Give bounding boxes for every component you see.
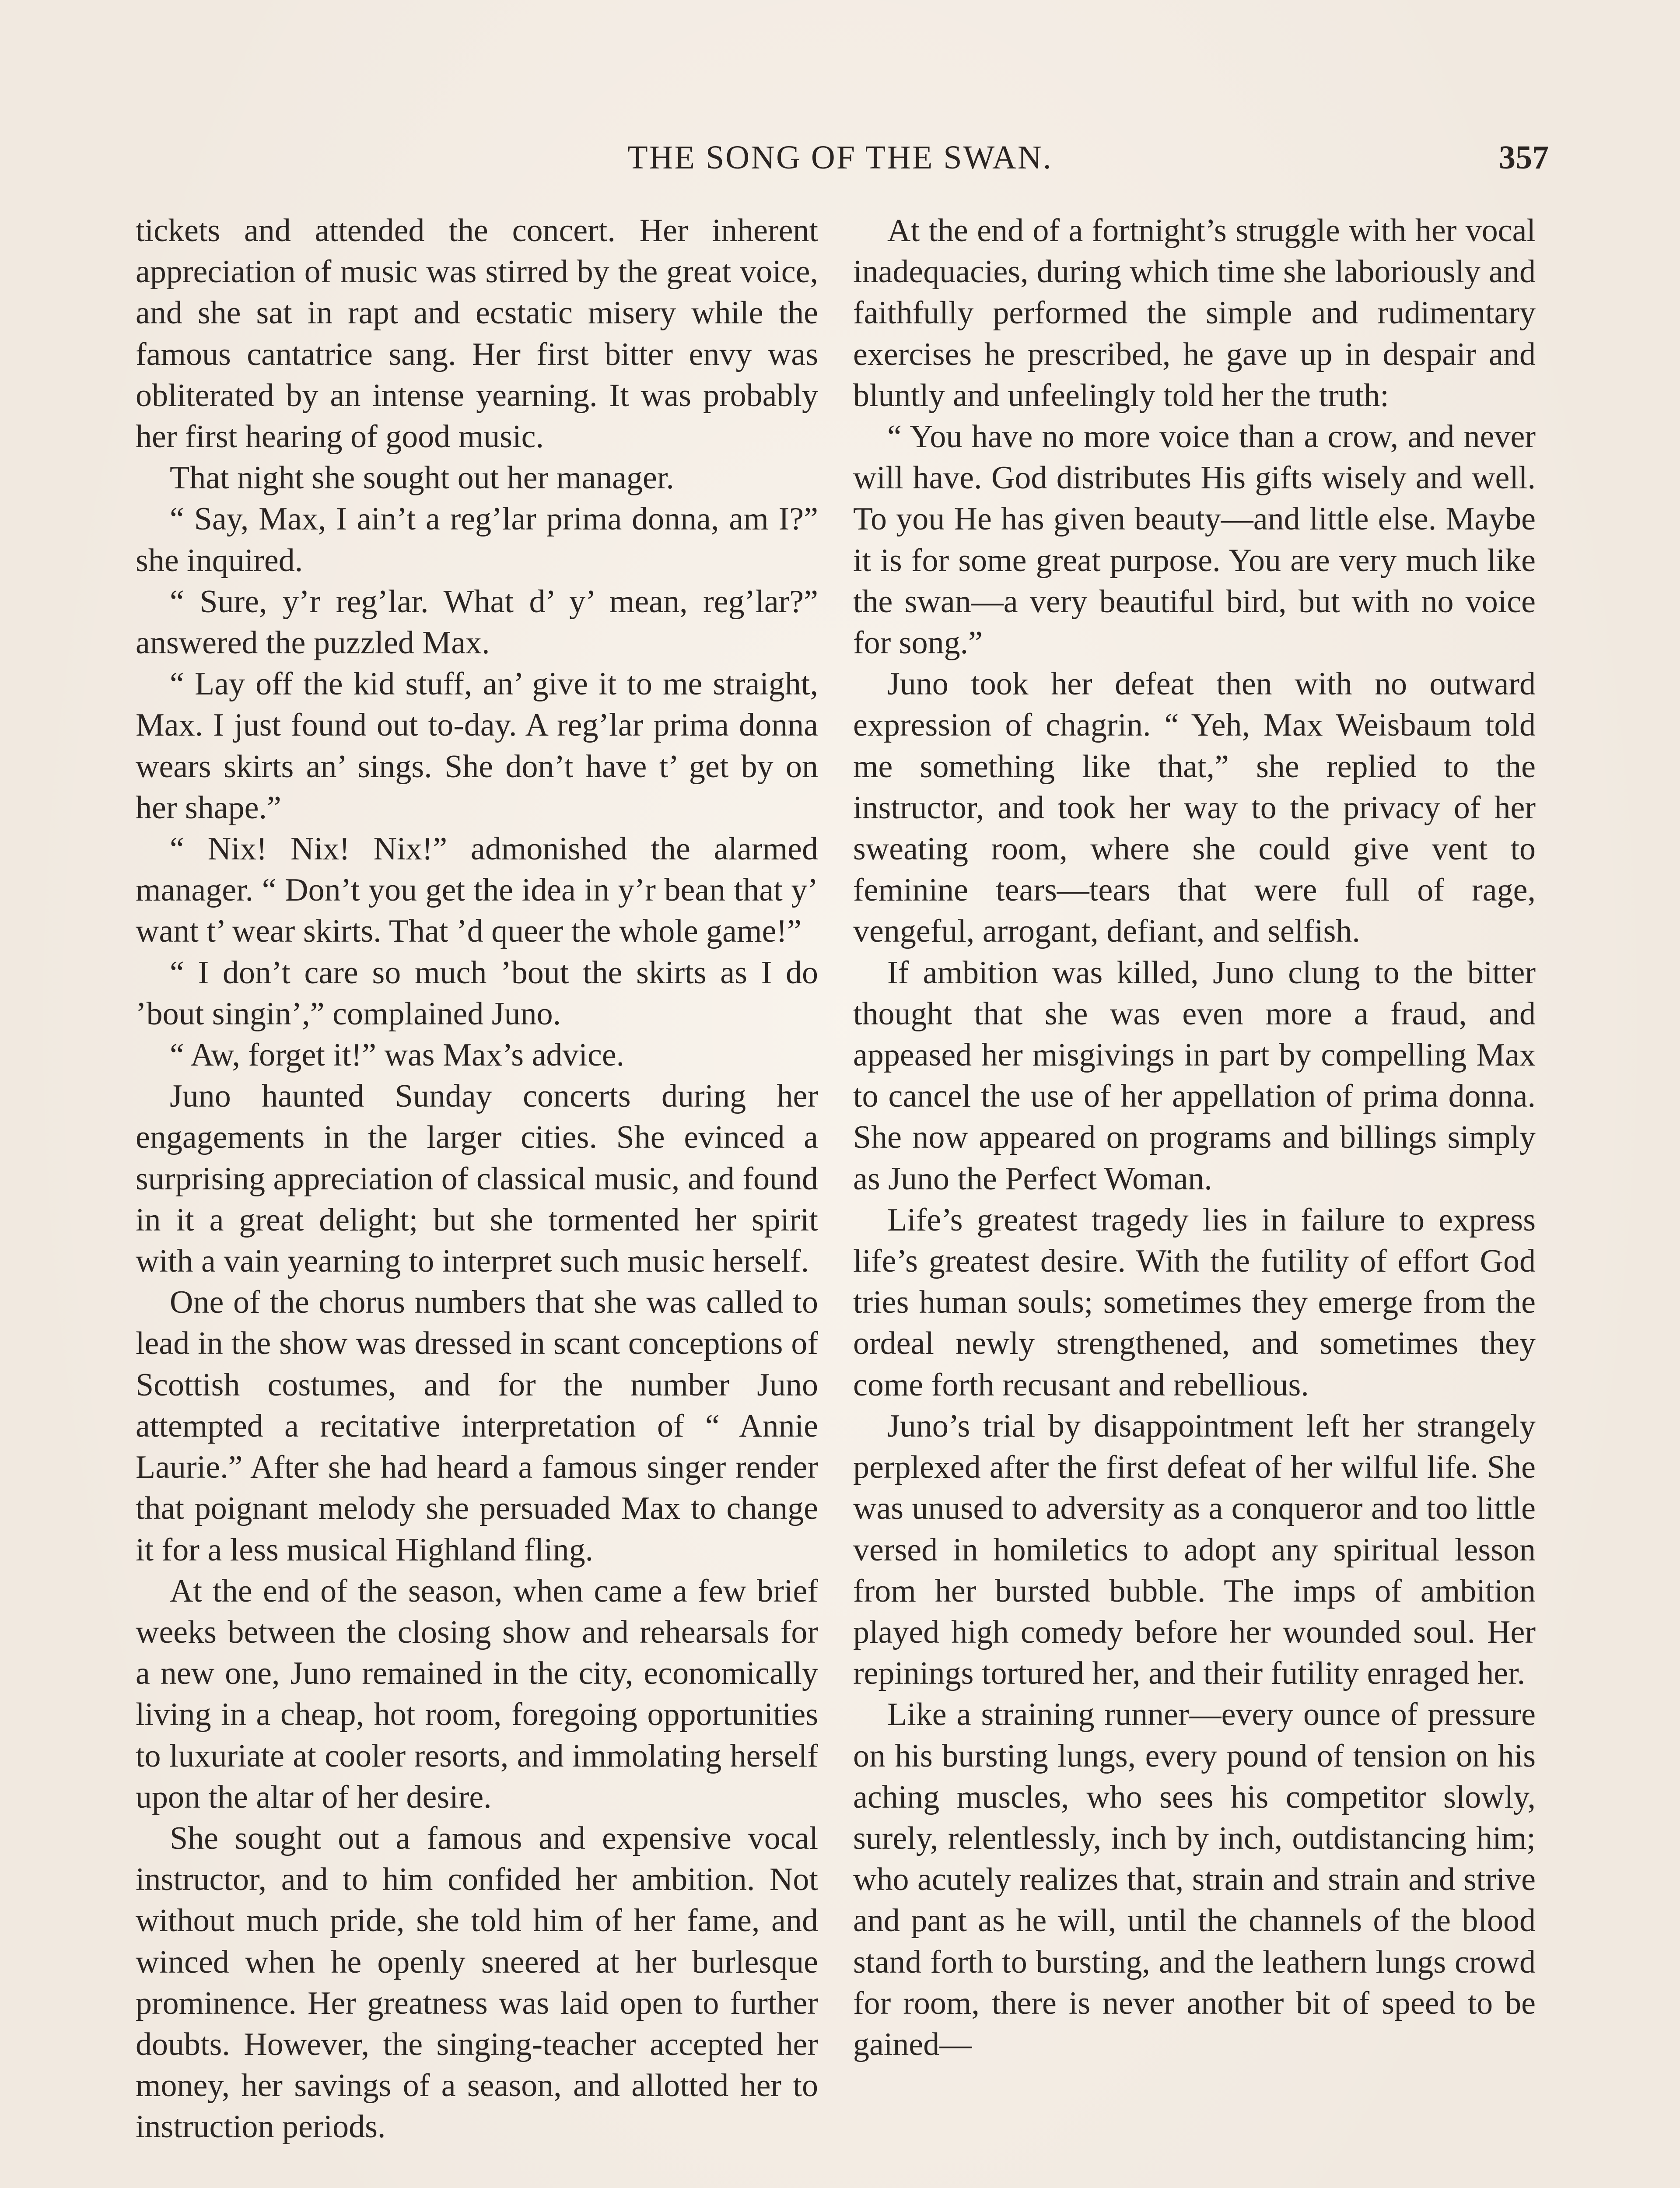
- paragraph: If ambition was killed, Juno clung to the bitter thought that she was even more a fraud, and appeased her misgivings in part by compelling Max to cancel the use of her appellation of prima donna. She now appeared on programs and billings simply as Juno the Perfect Woman.: [853, 954, 1536, 1197]
- paragraph: That night she sought out her manager.: [170, 460, 674, 496]
- paragraph: Like a straining runner—every ounce of pressure on his bursting lungs, every pound of tension on his aching muscles, who sees his competitor slowly, surely, relentlessly, inch by inch, outdistancing him; who acutely realizes that, strain and strain and strive and pant as he will, until the channels of the blood stand forth to bursting, and the leathern lungs crowd for room, there is never another bit of speed to be gained—: [853, 1697, 1536, 2062]
- paragraph: “ Aw, forget it!” was Max’s advice.: [170, 1037, 625, 1073]
- running-title: THE SONG OF THE SWAN.: [627, 139, 1053, 176]
- paragraph: Life’s greatest tragedy lies in failure to express life’s greatest desire. With the futility of effort God tries human souls; sometimes they emerge from the ordeal newly strengthened, and sometimes they come forth recusant and rebellious.: [853, 1202, 1536, 1403]
- paragraph: “ I don’t care so much ’bout the skirts as I do ’bout singin’,” complained Juno.: [136, 954, 818, 1032]
- paragraph: “ Lay off the kid stuff, an’ give it to me straight, Max. I just found out to-day. A reg’lar prima donna wears skirts an’ sings. She don’t have t’ get by on her shape.”: [136, 666, 818, 826]
- paragraph: Juno took her defeat then with no outward expression of chagrin. “ Yeh, Max Weisbaum told me something like that,” she replied to the instructor, and took her way to the privacy of her sweating room, where she could give vent to feminine tears—tears that were full of rage, vengeful, arrogant, defiant, and selfish.: [853, 666, 1536, 950]
- paragraph: Juno haunted Sunday concerts during her engagements in the larger cities. She evinced a surprising appreciation of classical music, and found in it a great delight; but she tormented her spirit with a vain yearning to interpret such music herself.: [136, 1078, 818, 1280]
- left-column: [136, 210, 818, 2148]
- paragraph: Juno’s trial by disappointment left her strangely perplexed after the first defeat of her wilful life. She was unused to adversity as a conqueror and too little versed in homiletics to adopt any spiritual lesson from her bursted bubble. The imps of ambition played high comedy before her wounded soul. Her repinings tortured her, and their futility enraged her.: [853, 1408, 1536, 1692]
- paragraph: At the end of a fortnight’s struggle with her vocal inadequacies, during which time she laboriously and faithfully performed the simple and rudimentary exercises he prescribed, he gave up in despair and bluntly and unfeelingly told her the truth:: [853, 213, 1536, 414]
- paragraph: One of the chorus numbers that she was called to lead in the show was dressed in scant conceptions of Scottish costumes, and for the number Juno attempted a recitative interpretation of “ Annie Laurie.” After she had heard a famous singer render that poignant melody she persuaded Max to change it for a less musical Highland fling.: [136, 1284, 818, 1568]
- right-column: [853, 210, 1536, 2065]
- paragraph: At the end of the season, when came a few brief weeks between the closing show and rehearsals for a new one, Juno remained in the city, economically living in a cheap, hot room, foregoing opportunities to luxuriate at cooler resorts, and immolating herself upon the altar of her desire.: [136, 1573, 818, 1815]
- paragraph: “ You have no more voice than a crow, and never will have. God distributes His gifts wisely and well. To you He has given beauty—and little else. Maybe it is for some great purpose. You are very much like the swan—a very beautiful bird, but with no voice for song.”: [853, 419, 1536, 661]
- paragraph: “ Sure, y’r reg’lar. What d’ y’ mean, reg’lar?” answered the puzzled Max.: [136, 583, 818, 661]
- paragraph: “ Nix! Nix! Nix!” admonished the alarmed manager. “ Don’t you get the idea in y’r bean that y’ want t’ wear skirts. That ’d queer the whole game!”: [136, 831, 818, 950]
- running-head: [140, 131, 1549, 184]
- paragraph: She sought out a famous and expensive vocal instructor, and to him confided her ambition. Not without much pride, she told him of her fame, and winced when he openly sneered at her burlesque prominence. Her greatness was laid open to further doubts. However, the singing-teacher accepted her money, her savings of a season, and allotted her to instruction periods.: [136, 1820, 818, 2145]
- paragraph: tickets and attended the concert. Her inherent appreciation of music was stirred by the great voice, and she sat in rapt and ecstatic misery while the famous cantatrice sang. Her first bitter envy was obliterated by an intense yearning. It was probably her first hearing of good music.: [136, 213, 818, 455]
- page-number: 357: [1499, 139, 1549, 176]
- paragraph: “ Say, Max, I ain’t a reg’lar prima donna, am I?” she inquired.: [136, 501, 818, 579]
